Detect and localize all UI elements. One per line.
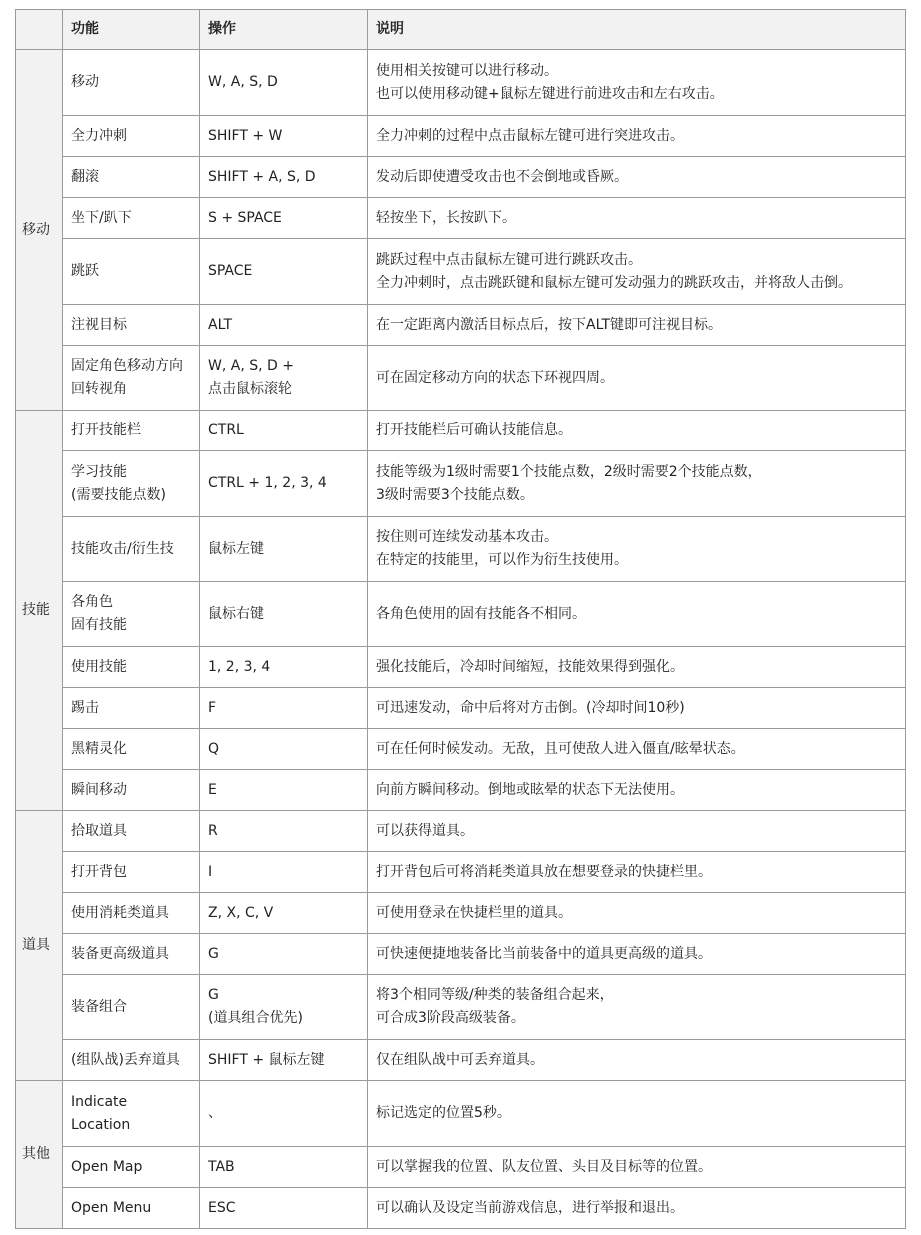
description-cell: 发动后即使遭受攻击也不会倒地或昏厥。: [368, 157, 906, 198]
description-cell: 向前方瞬间移动。倒地或眩晕的状态下无法使用。: [368, 770, 906, 811]
table-row: [16, 1040, 906, 1081]
header-description: 说明: [368, 10, 906, 50]
function-cell: 技能攻击/衍生技: [63, 517, 200, 582]
description-cell: 跳跃过程中点击鼠标左键可进行跳跃攻击。 全力冲刺时，点击跳跃键和鼠标左键可发动强力的跳跃攻击，并将敌人击倒。: [368, 239, 906, 305]
group-label: 移动: [16, 50, 63, 411]
operation-cell: SPACE: [200, 239, 368, 305]
function-cell: 打开技能栏: [63, 411, 200, 451]
description-cell: 可使用登录在快捷栏里的道具。: [368, 893, 906, 934]
operation-cell: SHIFT + A, S, D: [200, 157, 368, 198]
table-row: [16, 50, 906, 116]
function-cell: 拾取道具: [63, 811, 200, 852]
table-row: [16, 157, 906, 198]
table-row: [16, 975, 906, 1040]
operation-cell: R: [200, 811, 368, 852]
group-label: 道具: [16, 811, 63, 1081]
description-cell: 强化技能后，冷却时间缩短，技能效果得到强化。: [368, 647, 906, 688]
header-function: 功能: [63, 10, 200, 50]
function-cell: 装备组合: [63, 975, 200, 1040]
description-cell: 可在任何时候发动。无敌，且可使敌人进入僵直/眩晕状态。: [368, 729, 906, 770]
description-cell: 可在固定移动方向的状态下环视四周。: [368, 346, 906, 411]
function-cell: 踢击: [63, 688, 200, 729]
description-cell: 轻按坐下，长按趴下。: [368, 198, 906, 239]
table-row: [16, 116, 906, 157]
function-cell: 注视目标: [63, 305, 200, 346]
operation-cell: W, A, S, D + 点击鼠标滚轮: [200, 346, 368, 411]
function-cell: 使用消耗类道具: [63, 893, 200, 934]
header-row: [16, 10, 906, 50]
table-row: [16, 852, 906, 893]
function-cell: 移动: [63, 50, 200, 116]
operation-cell: ESC: [200, 1188, 368, 1229]
operation-cell: SHIFT + W: [200, 116, 368, 157]
table-row: [16, 893, 906, 934]
description-cell: 按住则可连续发动基本攻击。 在特定的技能里，可以作为衍生技使用。: [368, 517, 906, 582]
operation-cell: I: [200, 852, 368, 893]
table-row: [16, 305, 906, 346]
operation-cell: Q: [200, 729, 368, 770]
description-cell: 可以确认及设定当前游戏信息，进行举报和退出。: [368, 1188, 906, 1229]
operation-cell: 鼠标右键: [200, 582, 368, 647]
operation-cell: S + SPACE: [200, 198, 368, 239]
description-cell: 仅在组队战中可丢弃道具。: [368, 1040, 906, 1081]
table-row: [16, 729, 906, 770]
operation-cell: Z, X, C, V: [200, 893, 368, 934]
operation-cell: E: [200, 770, 368, 811]
function-cell: (组队战)丢弃道具: [63, 1040, 200, 1081]
description-cell: 打开背包后可将消耗类道具放在想要登录的快捷栏里。: [368, 852, 906, 893]
table-row: [16, 770, 906, 811]
function-cell: 打开背包: [63, 852, 200, 893]
description-cell: 使用相关按键可以进行移动。 也可以使用移动键+鼠标左键进行前进攻击和左右攻击。: [368, 50, 906, 116]
description-cell: 技能等级为1级时需要1个技能点数，2级时需要2个技能点数， 3级时需要3个技能点数。: [368, 451, 906, 517]
controls-table: [15, 9, 906, 1229]
function-cell: 各角色 固有技能: [63, 582, 200, 647]
operation-cell: 、: [200, 1081, 368, 1147]
table-row: [16, 582, 906, 647]
function-cell: 全力冲刺: [63, 116, 200, 157]
description-cell: 可快速便捷地装备比当前装备中的道具更高级的道具。: [368, 934, 906, 975]
function-cell: 装备更高级道具: [63, 934, 200, 975]
description-cell: 将3个相同等级/种类的装备组合起来， 可合成3阶段高级装备。: [368, 975, 906, 1040]
table-row: [16, 934, 906, 975]
operation-cell: F: [200, 688, 368, 729]
description-cell: 标记选定的位置5秒。: [368, 1081, 906, 1147]
table-row: [16, 411, 906, 451]
table-row: [16, 1147, 906, 1188]
group-label: 其他: [16, 1081, 63, 1229]
table-row: [16, 1188, 906, 1229]
controls-table-body: [16, 50, 906, 1229]
group-label: 技能: [16, 411, 63, 811]
operation-cell: SHIFT + 鼠标左键: [200, 1040, 368, 1081]
description-cell: 在一定距离内激活目标点后，按下ALT键即可注视目标。: [368, 305, 906, 346]
operation-cell: TAB: [200, 1147, 368, 1188]
operation-cell: 鼠标左键: [200, 517, 368, 582]
function-cell: Open Menu: [63, 1188, 200, 1229]
operation-cell: G: [200, 934, 368, 975]
controls-table-container: [15, 9, 906, 1229]
function-cell: Indicate Location: [63, 1081, 200, 1147]
table-row: [16, 239, 906, 305]
function-cell: 学习技能 (需要技能点数): [63, 451, 200, 517]
function-cell: 瞬间移动: [63, 770, 200, 811]
header-group: [16, 10, 63, 50]
table-row: [16, 517, 906, 582]
description-cell: 打开技能栏后可确认技能信息。: [368, 411, 906, 451]
function-cell: 黑精灵化: [63, 729, 200, 770]
table-row: [16, 198, 906, 239]
table-row: [16, 346, 906, 411]
operation-cell: CTRL + 1, 2, 3, 4: [200, 451, 368, 517]
table-row: [16, 647, 906, 688]
table-row: [16, 811, 906, 852]
operation-cell: W, A, S, D: [200, 50, 368, 116]
header-operation: 操作: [200, 10, 368, 50]
function-cell: Open Map: [63, 1147, 200, 1188]
description-cell: 全力冲刺的过程中点击鼠标左键可进行突进攻击。: [368, 116, 906, 157]
table-row: [16, 451, 906, 517]
description-cell: 可以掌握我的位置、队友位置、头目及目标等的位置。: [368, 1147, 906, 1188]
operation-cell: ALT: [200, 305, 368, 346]
function-cell: 翻滚: [63, 157, 200, 198]
description-cell: 可以获得道具。: [368, 811, 906, 852]
function-cell: 固定角色移动方向 回转视角: [63, 346, 200, 411]
operation-cell: 1, 2, 3, 4: [200, 647, 368, 688]
table-row: [16, 1081, 906, 1147]
description-cell: 各角色使用的固有技能各不相同。: [368, 582, 906, 647]
operation-cell: CTRL: [200, 411, 368, 451]
operation-cell: G (道具组合优先): [200, 975, 368, 1040]
function-cell: 使用技能: [63, 647, 200, 688]
function-cell: 跳跃: [63, 239, 200, 305]
function-cell: 坐下/趴下: [63, 198, 200, 239]
description-cell: 可迅速发动，命中后将对方击倒。(冷却时间10秒): [368, 688, 906, 729]
table-row: [16, 688, 906, 729]
